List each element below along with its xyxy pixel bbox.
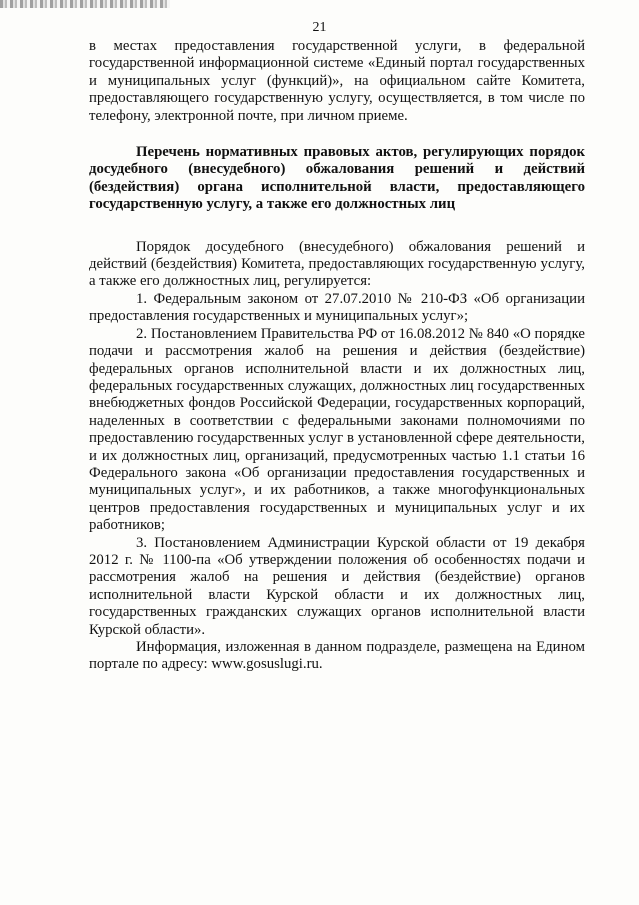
paragraph-intro: в местах предоставления государственной услуги, в федеральной государственной информационной системе «Единый портал государственных и муниципальных услуг (функций)», на официальном сайте Комитета, предоставляющего государственную услугу, осуществляется, в том числе по телефону, электронной почте, при личном приеме.	[89, 38, 585, 124]
scan-artifact	[0, 0, 170, 8]
list-item-1: 1. Федеральным законом от 27.07.2010 № 210-ФЗ «Об организации предоставления государственных и муниципальных услуг»;	[89, 290, 585, 325]
paragraph-order: Порядок досудебного (внесудебного) обжалования решений и действий (бездействия) Комитета, предоставляющих государственную услугу, а также его должностных лиц, регулируется:	[89, 238, 585, 290]
list-item-3: 3. Постановлением Администрации Курской области от 19 декабря 2012 г. № 1100-па «Об утверждении положения об особенностях подачи и рассмотрения жалоб на решения и действия (бездействие) органов исполнительной власти Курской области и их должностных лиц, государственных гражданских служащих органов исполнительной власти Курской области».	[89, 534, 585, 638]
page-content	[89, 38, 585, 674]
page-number: 21	[312, 20, 327, 35]
spacer	[89, 214, 585, 239]
paragraph-info: Информация, изложенная в данном подразделе, размещена на Едином портале по адресу: www.gosuslugi.ru.	[89, 639, 585, 673]
section-heading: Перечень нормативных правовых актов, регулирующих порядок досудебного (внесудебного) обжалования решений и действий (бездействия) органа исполнительной власти, предоставляющего государственную услугу, а также его должностных лиц	[89, 144, 585, 213]
list-item-2: 2. Постановлением Правительства РФ от 16.08.2012 № 840 «О порядке подачи и рассмотрения жалоб на решения и действия (бездействие) федеральных органов исполнительной власти и их должностных лиц, федеральных государственных служащих, должностных лиц государственных внебюджетных фондов Российской Федерации, государственных корпораций, наделенных в соответствии с федеральными законами полномочиями по предоставлению государственных услуг в установленной сфере деятельности, и их должностных лиц, организаций, предусмотренных частью 1.1 статьи 16 Федерального закона «Об организации предоставления государственных и муниципальных услуг», и их работников, а также многофункциональных центров предоставления государственных и муниципальных услуг и их работников;	[89, 325, 585, 534]
